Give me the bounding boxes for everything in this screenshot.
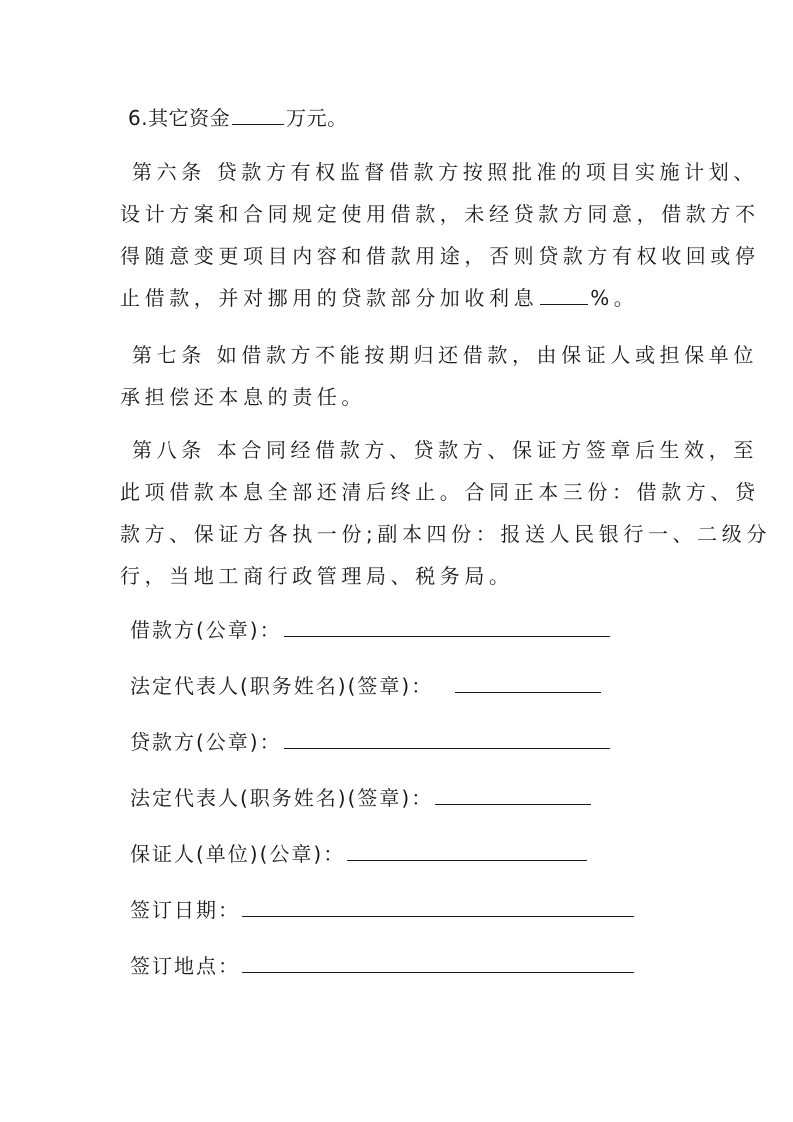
item-6-prefix: 6.其它资金	[128, 106, 231, 130]
article-6-line-2: 设计方案和合同规定使用借款，未经贷款方同意，借款方不	[120, 202, 760, 226]
item-6-suffix: 万元。	[286, 106, 348, 130]
guarantor-seal-line	[130, 840, 589, 868]
lender-seal-line	[130, 728, 612, 756]
lender-representative-blank	[435, 784, 591, 805]
signing-place-label: 签订地点：	[130, 954, 240, 978]
article-6-line-4-suffix: %。	[590, 286, 639, 310]
lender-representative-line	[130, 784, 593, 812]
signing-date-blank	[242, 896, 634, 917]
guarantor-seal-blank	[347, 840, 587, 861]
article-8-line-4: 行，当地工商行政管理局、税务局。	[120, 564, 514, 588]
lender-seal-label: 贷款方(公章)：	[130, 730, 282, 754]
article-8-line-1: 第八条 本合同经借款方、贷款方、保证方签章后生效，至	[132, 438, 758, 462]
signing-place-line	[130, 952, 636, 980]
article-6-line-4	[120, 284, 638, 312]
article-8-line-2: 此项借款本息全部还清后终止。合同正本三份：借款方、贷	[120, 480, 760, 504]
article-7-line-1: 第七条 如借款方不能按期归还借款，由保证人或担保单位	[132, 343, 758, 367]
article-6-line-1: 第六条 贷款方有权监督借款方按照批准的项目实施计划、	[132, 160, 758, 184]
borrower-representative-label: 法定代表人(职务姓名)(签章)：	[130, 674, 434, 698]
article-8-line-3: 款方、保证方各执一份;副本四份：报送人民银行一、二级分	[120, 522, 771, 546]
signing-place-blank	[242, 952, 634, 973]
article-6-line-3: 得随意变更项目内容和借款用途，否则贷款方有权收回或停	[120, 244, 760, 268]
interest-rate-blank	[540, 284, 588, 305]
borrower-seal-label: 借款方(公章)：	[130, 618, 282, 642]
article-7-line-2: 承担偿还本息的责任。	[120, 385, 366, 409]
borrower-seal-line	[130, 616, 612, 644]
other-funds-blank	[232, 104, 284, 125]
lender-representative-label: 法定代表人(职务姓名)(签章)：	[130, 786, 434, 810]
borrower-seal-blank	[284, 616, 610, 637]
signing-date-line	[130, 896, 636, 924]
lender-seal-blank	[284, 728, 610, 749]
article-6-line-4-prefix: 止借款，并对挪用的贷款部分加收利息	[120, 286, 539, 310]
item-6-other-funds	[128, 104, 348, 132]
guarantor-seal-label: 保证人(单位)(公章)：	[130, 842, 346, 866]
borrower-representative-line	[130, 672, 603, 700]
signing-date-label: 签订日期：	[130, 898, 240, 922]
borrower-representative-blank	[455, 672, 601, 693]
